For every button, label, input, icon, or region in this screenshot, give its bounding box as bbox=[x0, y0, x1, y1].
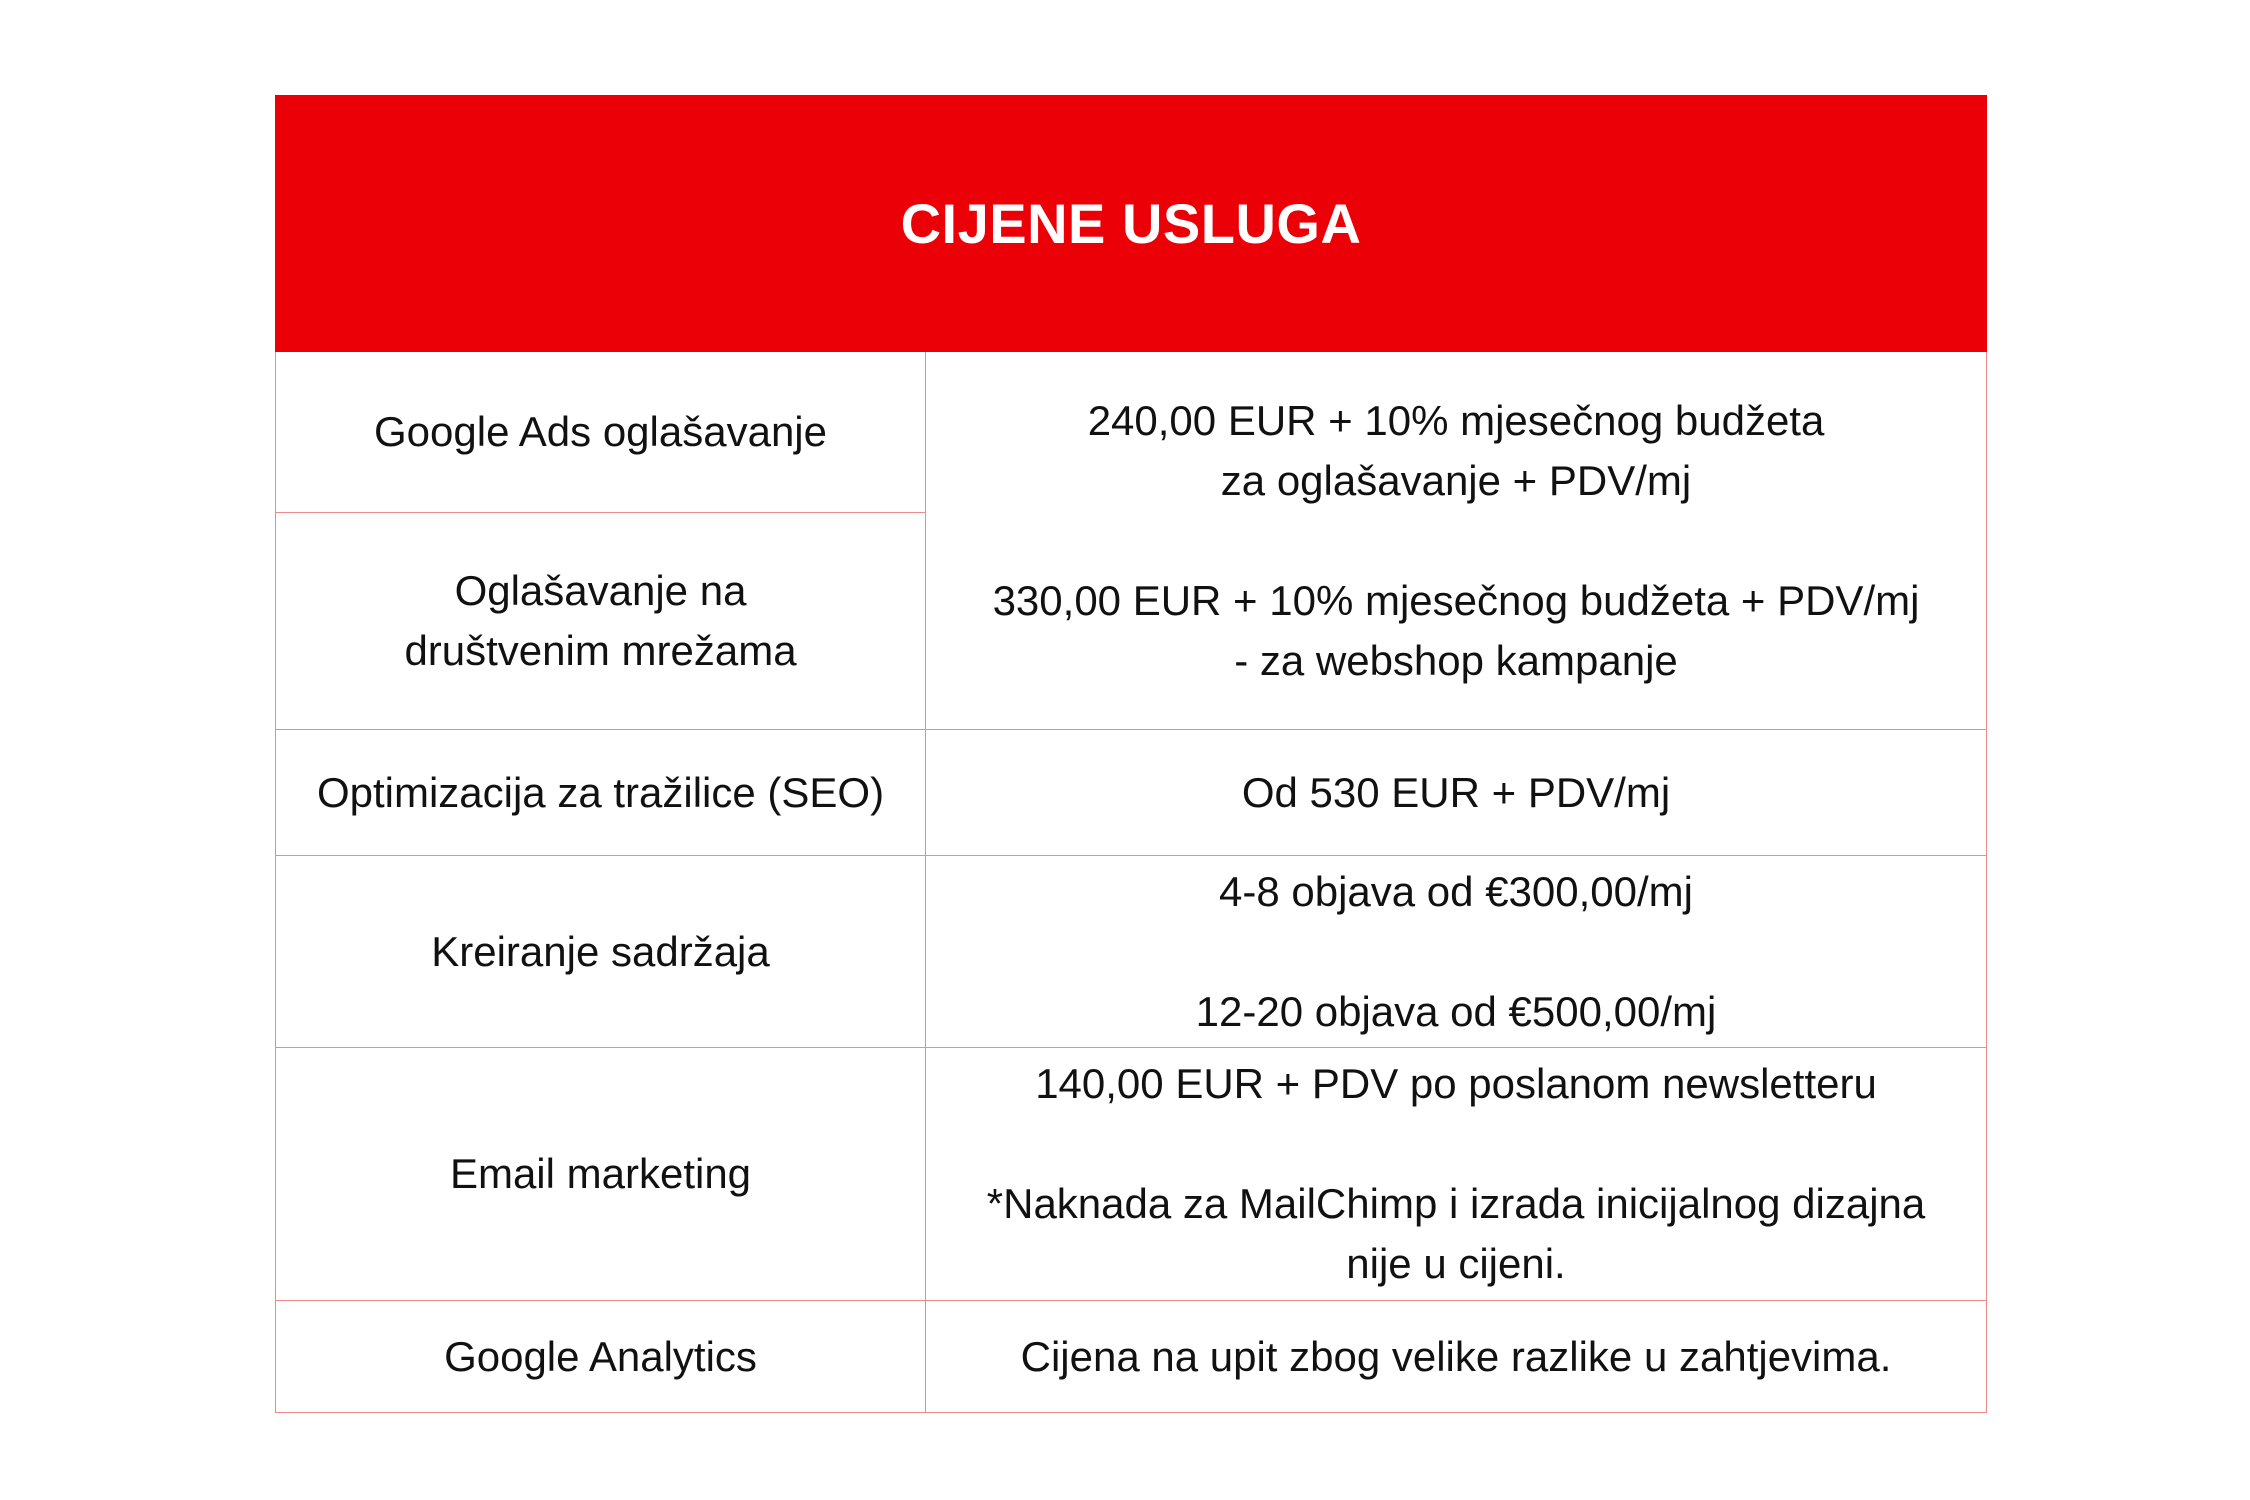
service-cell bbox=[276, 352, 926, 513]
service-name: Oglašavanje na društvenim mrežama bbox=[404, 567, 797, 674]
price-cell bbox=[926, 856, 1987, 1048]
table-header-row bbox=[276, 96, 1987, 352]
service-cell bbox=[276, 513, 926, 730]
price-cell bbox=[926, 352, 1987, 730]
price-text: Cijena na upit zbog velike razlike u zahtjevima. bbox=[1020, 1332, 1892, 1380]
service-cell bbox=[276, 856, 926, 1048]
table-row bbox=[276, 1048, 1987, 1301]
price-table bbox=[275, 95, 1987, 1413]
service-cell bbox=[276, 1301, 926, 1413]
price-cell bbox=[926, 1301, 1987, 1413]
price-text: 240,00 EUR + 10% mjesečnog budžeta za oglašavanje + PDV/mj 330,00 EUR + 10% mjesečnog budžeta + PDV/mj - za webshop kampanje bbox=[992, 396, 1920, 684]
service-name: Kreiranje sadržaja bbox=[431, 927, 770, 975]
service-name: Email marketing bbox=[449, 1150, 752, 1197]
price-cell bbox=[926, 1048, 1987, 1301]
price-text: 4-8 objava od €300,00/mj 12-20 objava od €500,00/mj bbox=[1195, 867, 1717, 1035]
table-row bbox=[276, 730, 1987, 856]
price-text: 140,00 EUR + PDV po poslanom newsletteru *Naknada za MailChimp i izrada inicijalnog dizajna nije u cijeni. bbox=[986, 1060, 1926, 1287]
table-row bbox=[276, 1301, 1987, 1413]
service-name: Optimizacija za tražilice (SEO) bbox=[316, 768, 885, 816]
price-cell bbox=[926, 730, 1987, 856]
service-name: Google Ads oglašavanje bbox=[374, 408, 827, 455]
service-cell bbox=[276, 1048, 926, 1301]
table-title: CIJENE USLUGA bbox=[276, 96, 1987, 352]
service-name: Google Analytics bbox=[444, 1332, 757, 1380]
table-row bbox=[276, 856, 1987, 1048]
service-cell bbox=[276, 730, 926, 856]
price-text: Od 530 EUR + PDV/mj bbox=[1241, 768, 1671, 816]
table-row bbox=[276, 352, 1987, 513]
